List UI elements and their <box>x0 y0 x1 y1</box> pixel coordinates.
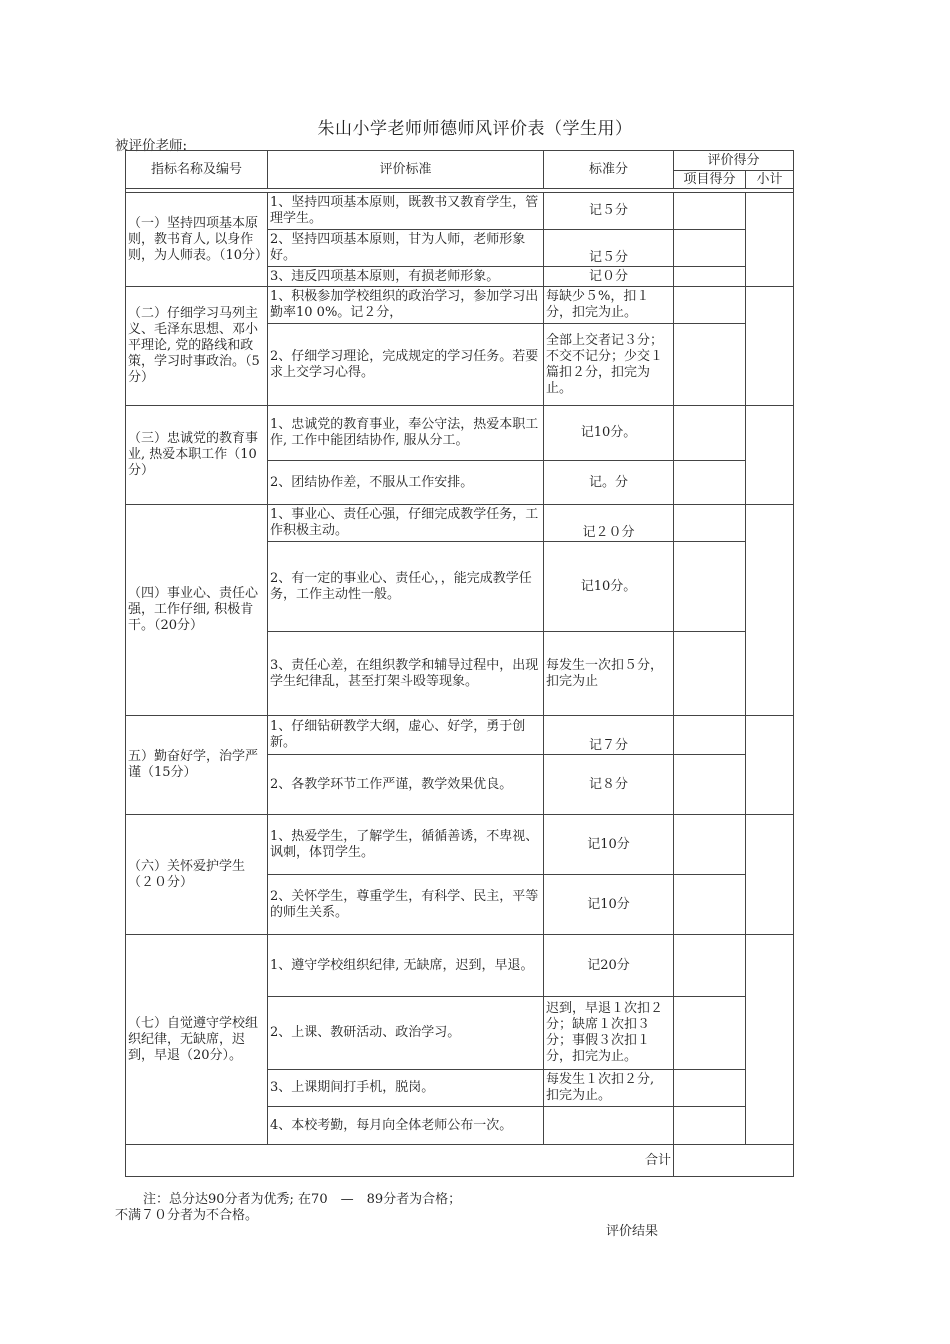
criteria-1-2: 2、坚持四项基本原则，甘为人师，老师形象好。 <box>268 230 544 267</box>
page-title: 朱山小学老师师德师风评价表（学生用） <box>317 119 633 139</box>
header-item-score: 项目得分 <box>674 171 746 189</box>
note-line-2: 不满７０分者为不合格。 <box>115 1208 259 1223</box>
standard-7-3: 每发生１次扣２分, 扣完为止。 <box>544 1070 674 1107</box>
standard-5-2: 记８分 <box>544 755 674 815</box>
item-score-3-1[interactable] <box>674 406 746 461</box>
standard-4-1: 记２０分 <box>544 505 674 542</box>
criteria-7-4: 4、本校考勤，每月向全体老师公布一次。 <box>268 1107 544 1145</box>
criteria-3-2: 2、团结协作差，不服从工作安排。 <box>268 461 544 505</box>
standard-2-2: 全部上交者记３分；不交不记分；少交１篇扣２分，扣完为止。 <box>544 324 674 406</box>
criteria-4-1: 1、事业心、责任心强，仔细完成教学任务，工作积极主动。 <box>268 505 544 542</box>
criteria-6-1: 1、热爱学生，了解学生，循循善诱，不卑视、讽刺，体罚学生。 <box>268 815 544 875</box>
criteria-6-2: 2、关怀学生，尊重学生，有科学、民主，平等的师生关系。 <box>268 875 544 935</box>
standard-3-2: 记。分 <box>544 461 674 505</box>
standard-2-1: 每缺少５%，扣１分，扣完为止。 <box>544 287 674 324</box>
standard-1-2: 记５分 <box>544 230 674 267</box>
evaluation-table <box>125 150 794 1177</box>
subtotal-4[interactable] <box>746 505 794 716</box>
item-score-4-3[interactable] <box>674 632 746 716</box>
standard-1-3: 记０分 <box>544 267 674 287</box>
criteria-4-2: 2、有一定的事业心、责任心，，能完成教学任务，工作主动性一般。 <box>268 542 544 632</box>
item-score-1-3[interactable] <box>674 267 746 287</box>
item-score-2-2[interactable] <box>674 324 746 406</box>
standard-3-1: 记10分。 <box>544 406 674 461</box>
indicator-5: 五）勤奋好学，治学严谨（15分） <box>126 716 268 815</box>
item-score-4-1[interactable] <box>674 505 746 542</box>
criteria-7-2: 2、上课、教研活动、政治学习。 <box>268 997 544 1070</box>
item-score-2-1[interactable] <box>674 287 746 324</box>
criteria-7-3: 3、上课期间打手机，脱岗。 <box>268 1070 544 1107</box>
header-subtotal: 小计 <box>746 171 794 189</box>
header-indicator: 指标名称及编号 <box>126 151 268 189</box>
criteria-2-1: 1、积极参加学校组织的政治学习，参加学习出勤率10 0%。记２分， <box>268 287 544 324</box>
subtotal-5[interactable] <box>746 716 794 815</box>
item-score-5-1[interactable] <box>674 716 746 755</box>
item-score-7-3[interactable] <box>674 1070 746 1107</box>
indicator-1: （一）坚持四项基本原则，教书育人, 以身作则，为人师表。（10分） <box>126 193 268 287</box>
criteria-2-2: 2、仔细学习理论，完成规定的学习任务。若要求上交学习心得。 <box>268 324 544 406</box>
subtotal-3[interactable] <box>746 406 794 505</box>
standard-7-4 <box>544 1107 674 1145</box>
item-score-6-2[interactable] <box>674 875 746 935</box>
subtotal-7[interactable] <box>746 935 794 1145</box>
criteria-5-2: 2、各教学环节工作严谨，教学效果优良。 <box>268 755 544 815</box>
header-score: 评价得分 <box>674 151 794 171</box>
evaluatee-label: 被评价老师: <box>115 138 188 154</box>
criteria-3-1: 1、忠诚党的教育事业，奉公守法，热爱本职工作, 工作中能团结协作, 服从分工。 <box>268 406 544 461</box>
standard-7-1: 记20分 <box>544 935 674 997</box>
note-line-1: 注：总分达90分者为优秀; 在70 — 89分者为合格； <box>143 1192 462 1207</box>
item-score-7-2[interactable] <box>674 997 746 1070</box>
indicator-7: （七）自觉遵守学校组织纪律，无缺席，迟到，早退（20分）。 <box>126 935 268 1145</box>
total-score[interactable] <box>674 1145 794 1177</box>
result-label: 评价结果 <box>606 1224 659 1239</box>
item-score-5-2[interactable] <box>674 755 746 815</box>
total-label: 合计 <box>126 1145 674 1177</box>
indicator-3: （三）忠诚党的教育事业, 热爱本职工作（10 分） <box>126 406 268 505</box>
standard-6-1: 记10分 <box>544 815 674 875</box>
item-score-1-2[interactable] <box>674 230 746 267</box>
subtotal-1[interactable] <box>746 193 794 287</box>
standard-4-2: 记10分。 <box>544 542 674 632</box>
item-score-7-1[interactable] <box>674 935 746 997</box>
standard-5-1: 记７分 <box>544 716 674 755</box>
standard-7-2: 迟到，早退１次扣２分；缺席１次扣３分；事假３次扣１分，扣完为止。 <box>544 997 674 1070</box>
subtotal-6[interactable] <box>746 815 794 935</box>
indicator-6: （六）关怀爱护学生（２０分） <box>126 815 268 935</box>
subtotal-2[interactable] <box>746 287 794 406</box>
criteria-5-1: 1、仔细钻研教学大纲，虚心、好学，勇于创新。 <box>268 716 544 755</box>
criteria-4-3: 3、责任心差，在组织教学和辅导过程中，出现学生纪律乱，甚至打架斗殴等现象。 <box>268 632 544 716</box>
item-score-3-2[interactable] <box>674 461 746 505</box>
header-criteria: 评价标准 <box>268 151 544 189</box>
indicator-4: （四）事业心、责任心强，工作仔细, 积极肯干。（20分） <box>126 505 268 716</box>
item-score-1-1[interactable] <box>674 193 746 230</box>
indicator-2: （二）仔细学习马列主义、毛泽东思想、邓小平理论, 党的路线和政策，学习时事政治。（5分） <box>126 287 268 406</box>
criteria-1-3: 3、违反四项基本原则，有损老师形象。 <box>268 267 544 287</box>
item-score-6-1[interactable] <box>674 815 746 875</box>
standard-6-2: 记10分 <box>544 875 674 935</box>
criteria-1-1: 1、坚持四项基本原则，既教书又教育学生，管理学生。 <box>268 193 544 230</box>
criteria-7-1: 1、遵守学校组织纪律, 无缺席，迟到，早退。 <box>268 935 544 997</box>
standard-4-3: 每发生一次扣５分，扣完为止 <box>544 632 674 716</box>
item-score-7-4[interactable] <box>674 1107 746 1145</box>
header-standard: 标准分 <box>544 151 674 189</box>
standard-1-1: 记５分 <box>544 193 674 230</box>
item-score-4-2[interactable] <box>674 542 746 632</box>
